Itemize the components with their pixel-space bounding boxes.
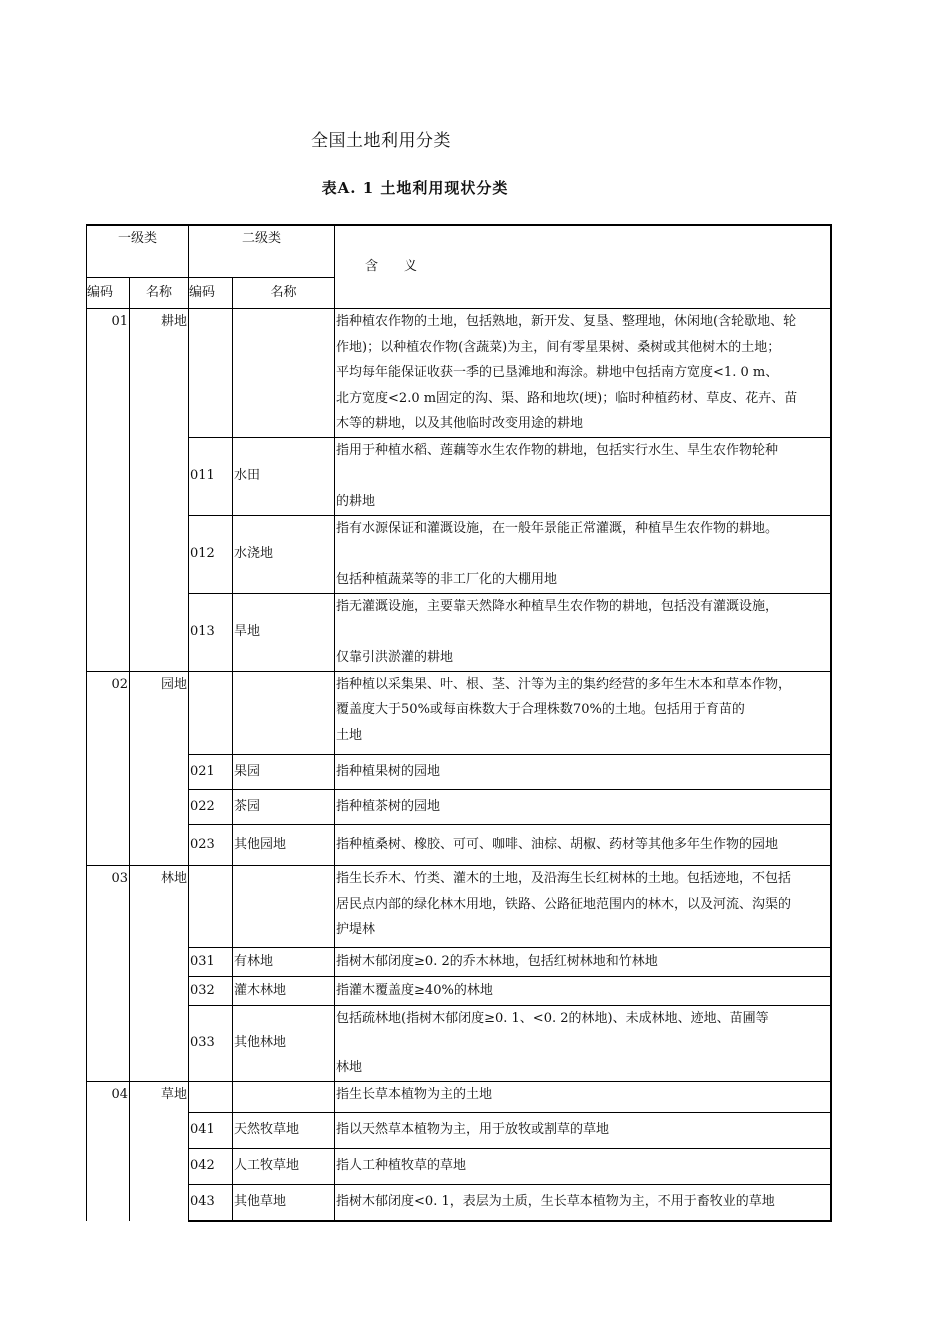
category-description: 指生长乔木、竹类、灌木的土地，及沿海生长红树林的土地。包括迹地，不包括 居民点内部的绿化林木用地，铁路、公路征地范围内的林木，以及河流、沟渠的 护堤林 bbox=[335, 866, 831, 948]
land-use-table-container bbox=[86, 224, 832, 1222]
subcategory-name: 灌木林地 bbox=[233, 976, 335, 1005]
subcategory-code: 031 bbox=[189, 947, 233, 976]
category-code: 02 bbox=[87, 671, 130, 866]
subcategory-description: 指无灌溉设施，主要靠天然降水种植旱生农作物的耕地，包括没有灌溉设施， 仅靠引洪淤灌的耕地 bbox=[335, 593, 831, 671]
subcategory-name: 有林地 bbox=[233, 947, 335, 976]
subcategory-description: 指种植桑树、橡胶、可可、咖啡、油棕、胡椒、药材等其他多年生作物的园地 bbox=[335, 825, 831, 866]
table-row bbox=[87, 671, 831, 755]
category-name: 园地 bbox=[130, 671, 189, 866]
table-row bbox=[87, 1081, 831, 1112]
subcategory-code: 033 bbox=[189, 1005, 233, 1081]
table-row bbox=[87, 947, 831, 976]
header-meaning: 含 义 bbox=[335, 225, 831, 309]
table-row bbox=[87, 437, 831, 515]
category-code: 03 bbox=[87, 866, 130, 1082]
category-name: 草地 bbox=[130, 1081, 189, 1221]
subcategory-name: 水浇地 bbox=[233, 515, 335, 593]
subcategory-name: 水田 bbox=[233, 437, 335, 515]
table-row bbox=[87, 593, 831, 671]
subcategory-description: 指以天然草本植物为主，用于放牧或割草的草地 bbox=[335, 1112, 831, 1148]
category-description: 指生长草本植物为主的土地 bbox=[335, 1081, 831, 1112]
subcategory-code: 032 bbox=[189, 976, 233, 1005]
subcategory-description: 指用于种植水稻、莲藕等水生农作物的耕地，包括实行水生、旱生农作物轮种 的耕地 bbox=[335, 437, 831, 515]
table-row bbox=[87, 825, 831, 866]
subcategory-description: 指有水源保证和灌溉设施，在一般年景能正常灌溉，种植旱生农作物的耕地。 包括种植蔬菜等的非工厂化的大棚用地 bbox=[335, 515, 831, 593]
category-name: 耕地 bbox=[130, 309, 189, 672]
category-description: 指种植农作物的土地，包括熟地，新开发、复垦、整理地，休闲地(含轮歇地、轮 作地)；以种植农作物(含蔬菜)为主，间有零星果树、桑树或其他树木的土地； 平均每年能保证收获一季的已垦滩地和海涂。耕地中包括南方宽度<1. 0 m、 北方宽度<2.0 m固定的沟、渠、路和地坎(埂)；临时种植药材、草皮、花卉、苗 木等的耕地，以及其他临时改变用途的耕地 bbox=[335, 309, 831, 438]
category-name: 林地 bbox=[130, 866, 189, 1082]
table-row bbox=[87, 309, 831, 438]
table-row bbox=[87, 1005, 831, 1081]
table-row bbox=[87, 866, 831, 948]
table-title: 表A. 1 土地利用现状分类 bbox=[321, 179, 509, 197]
land-use-classification-table bbox=[86, 224, 832, 1222]
subcategory-code: 012 bbox=[189, 515, 233, 593]
page-title: 全国土地利用分类 bbox=[311, 131, 451, 151]
subcategory-name: 天然牧草地 bbox=[233, 1112, 335, 1148]
subcategory-description: 指树木郁闭度<0. 1，表层为土质，生长草本植物为主，不用于畜牧业的草地 bbox=[335, 1184, 831, 1221]
header-level2: 二级类 bbox=[189, 225, 335, 278]
table-row bbox=[87, 1184, 831, 1221]
subcategory-description: 包括疏林地(指树木郁闭度≥0. 1、<0. 2的林地)、未成林地、迹地、苗圃等 林地 bbox=[335, 1005, 831, 1081]
category-code: 04 bbox=[87, 1081, 130, 1221]
category-description: 指种植以采集果、叶、根、茎、汁等为主的集约经营的多年生木本和草本作物， 覆盖度大于50%或每亩株数大于合理株数70%的土地。包括用于育苗的 土地 bbox=[335, 671, 831, 755]
subcategory-code: 021 bbox=[189, 755, 233, 790]
subcategory-code: 013 bbox=[189, 593, 233, 671]
subcategory-description: 指人工种植牧草的草地 bbox=[335, 1148, 831, 1184]
table-row bbox=[87, 1112, 831, 1148]
subcategory-code: 041 bbox=[189, 1112, 233, 1148]
table-row bbox=[87, 976, 831, 1005]
header-level1-code: 编码 bbox=[87, 278, 130, 309]
header-level2-code: 编码 bbox=[189, 278, 233, 309]
table-row bbox=[87, 515, 831, 593]
header-level1-name: 名称 bbox=[130, 278, 189, 309]
table-row bbox=[87, 755, 831, 790]
subcategory-code: 023 bbox=[189, 825, 233, 866]
subcategory-name: 其他园地 bbox=[233, 825, 335, 866]
header-level2-name: 名称 bbox=[233, 278, 335, 309]
subcategory-name: 旱地 bbox=[233, 593, 335, 671]
subcategory-code: 043 bbox=[189, 1184, 233, 1221]
subcategory-description: 指树木郁闭度≥0. 2的乔木林地，包括红树林地和竹林地 bbox=[335, 947, 831, 976]
subcategory-name: 茶园 bbox=[233, 790, 335, 825]
subcategory-description: 指种植茶树的园地 bbox=[335, 790, 831, 825]
subcategory-description: 指灌木覆盖度≥40%的林地 bbox=[335, 976, 831, 1005]
table-row bbox=[87, 1148, 831, 1184]
header-level1: 一级类 bbox=[87, 225, 189, 278]
subcategory-description: 指种植果树的园地 bbox=[335, 755, 831, 790]
subcategory-name: 人工牧草地 bbox=[233, 1148, 335, 1184]
subcategory-code: 022 bbox=[189, 790, 233, 825]
subcategory-code: 042 bbox=[189, 1148, 233, 1184]
category-code: 01 bbox=[87, 309, 130, 672]
subcategory-name: 其他林地 bbox=[233, 1005, 335, 1081]
subcategory-name: 果园 bbox=[233, 755, 335, 790]
subcategory-name: 其他草地 bbox=[233, 1184, 335, 1221]
table-row bbox=[87, 790, 831, 825]
subcategory-code: 011 bbox=[189, 437, 233, 515]
